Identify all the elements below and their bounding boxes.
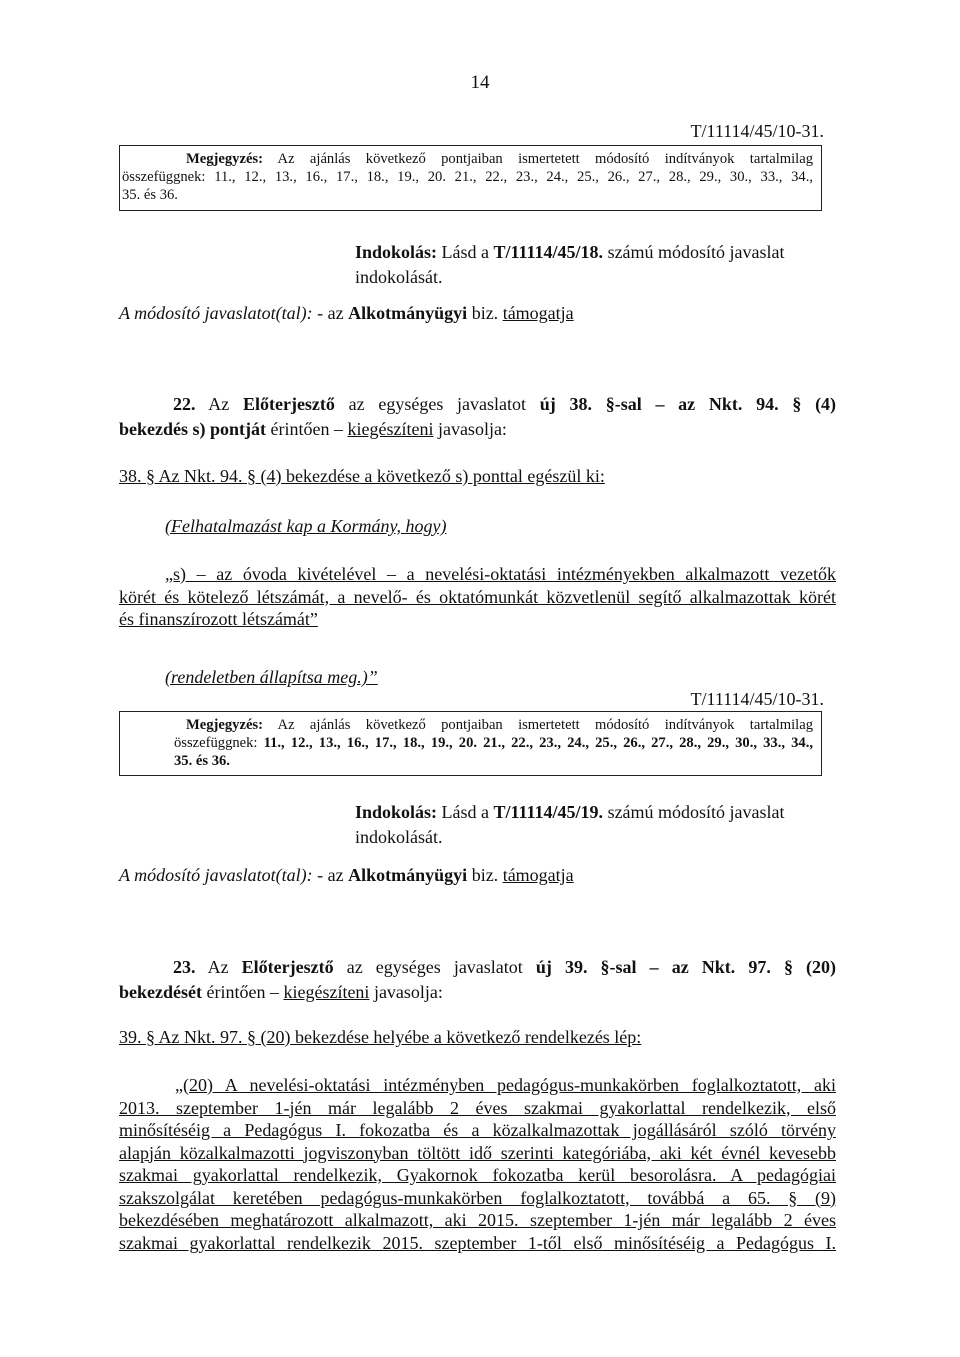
point-22 xyxy=(119,392,836,442)
point-number: 22. xyxy=(173,394,196,414)
amendment-line-7: bekezdésében meghatározott alkalmazott, aki 2015. szeptember 1-jén már legalább 2 éves xyxy=(119,1210,836,1230)
note-label: Megjegyzés: xyxy=(186,151,263,167)
note-label: Megjegyzés: xyxy=(186,717,263,733)
justification-label: Indokolás: xyxy=(355,802,438,822)
amendment-line-4: alapján közalkalmazotti jogviszonyban töltött idő szerinti kategóriába, aki két évnél kevesebb xyxy=(119,1142,836,1163)
justification-label: Indokolás: xyxy=(355,242,438,262)
point-text: javasolja: xyxy=(373,982,443,1002)
new-section: új 38. xyxy=(539,394,592,414)
amendment-label: A módosító javaslatot(tal): xyxy=(119,865,313,885)
action-word: kiegészíteni xyxy=(347,419,434,439)
point-text: érintően – xyxy=(270,419,343,439)
committee-name: Alkotmányügyi xyxy=(348,865,468,885)
amendment-line-2: 2013. szeptember 1-jén már legalább 2 éves szakmai gyakorlattal rendelkezik, első xyxy=(119,1097,836,1118)
justification-ref: T/11114/45/18. xyxy=(493,242,604,262)
justification-text: Lásd a xyxy=(441,802,490,822)
justification-ref: T/11114/45/19. xyxy=(493,802,604,822)
justification-rest: számú módosító javaslat xyxy=(607,242,785,262)
point-text: Az xyxy=(208,394,230,414)
committee-abbr: biz. xyxy=(471,303,499,323)
proposer: Előterjesztő xyxy=(241,957,334,977)
justification-rest: számú módosító javaslat xyxy=(607,802,785,822)
support-status: támogatja xyxy=(502,303,574,323)
note-text-1: Az ajánlás következő pontjaiban ismertetett módosító indítványok tartalmilag xyxy=(277,717,813,733)
note-text-2-prefix: összefüggnek: xyxy=(174,735,258,751)
document-reference: T/11114/45/10-31. xyxy=(690,121,824,141)
point-text: az egységes javaslatot xyxy=(348,394,527,414)
target-clause: bekezdés s) pontját xyxy=(119,419,266,439)
point-number: 23. xyxy=(173,957,196,977)
rendeletben-note: (rendeletben állapítsa meg.)” xyxy=(165,667,378,687)
amendment-line-8: szakmai gyakorlattal rendelkezik 2015. szeptember 1-től első minősítéséig a Pedagógus I. xyxy=(119,1232,836,1253)
committee-name: Alkotmányügyi xyxy=(348,303,468,323)
amendment-dash: - az xyxy=(317,865,344,885)
section-heading-2: 39. § Az Nkt. 97. § (20) bekezdése helyébe a következő rendelkezés lép: xyxy=(119,1027,642,1047)
note-text-3: 35. és 36. xyxy=(174,753,230,769)
document-reference-2: T/11114/45/10-31. xyxy=(690,689,824,709)
note-text-2-list: 11., 12., 13., 16., 17., 18., 19., 20. 21., 22., 23., 24., 25., 26., 27., 28., 29., 30., 33., 34., xyxy=(263,735,813,751)
proposer: Előterjesztő xyxy=(242,394,335,414)
point-text: Az xyxy=(207,957,229,977)
amendment-status-2 xyxy=(119,865,574,886)
amendment-label: A módosító javaslatot(tal): xyxy=(119,303,313,323)
amendment-text-2 xyxy=(119,1074,836,1254)
page-number: 14 xyxy=(470,72,490,93)
note-box xyxy=(119,145,822,211)
amendment-line-3: minősítéséig a Pedagógus I. fokozatba és a közalkalmazottak jogállásáról szóló törvény xyxy=(119,1120,836,1140)
amendment-line-2: körét és kötelező létszámát, a nevelő- és oktatómunkát közvetlenül segítő alkalmazottak körét xyxy=(119,586,836,607)
section-heading: 38. § Az Nkt. 94. § (4) bekezdése a következő s) ponttal egészül ki: xyxy=(119,466,605,486)
amendment-line-1: „s) – az óvoda kivételével – a nevelési-oktatási intézményekben alkalmazott vezetők xyxy=(165,564,836,584)
justification-line-2: indokolását. xyxy=(355,827,443,847)
note-text-1: Az ajánlás következő pontjaiban ismertetett módosító indítványok tartalmilag xyxy=(277,151,813,167)
note-box-2 xyxy=(119,711,822,776)
amendment-status xyxy=(119,303,574,324)
amendment-text xyxy=(119,563,836,631)
amendment-dash: - az xyxy=(317,303,344,323)
paragraph-ref: § (4) xyxy=(792,394,837,414)
note-line-3: 35. és 36. xyxy=(122,187,178,203)
amendment-line-5: szakmai gyakorlattal rendelkezik, Gyakornok fokozatba kerül besorolásra. A pedagógiai xyxy=(119,1165,836,1185)
authorization-heading: (Felhatalmazást kap a Kormány, hogy) xyxy=(165,516,447,536)
point-text: az egységes javaslatot xyxy=(346,957,523,977)
note-line-1 xyxy=(122,716,813,734)
note-text-2-prefix: összefüggnek: xyxy=(122,169,206,185)
amendment-line-6: szakszolgálat keretében pedagógus-munkakörben foglalkoztatott, továbbá a 65. § (9) xyxy=(119,1187,836,1208)
paragraph-ref: § (20) xyxy=(783,957,837,977)
section-ref: §-sal – az Nkt. 94. xyxy=(605,394,779,414)
new-section: új 39. xyxy=(535,957,588,977)
justification-2 xyxy=(355,800,825,850)
amendment-line-3: és finanszírozott létszámát” xyxy=(119,609,318,629)
justification-line-2: indokolását. xyxy=(355,267,443,287)
justification xyxy=(355,240,825,290)
point-23 xyxy=(119,955,836,1005)
justification-text: Lásd a xyxy=(441,242,490,262)
action-word: kiegészíteni xyxy=(283,982,370,1002)
committee-abbr: biz. xyxy=(471,865,499,885)
note-line-2 xyxy=(122,168,813,186)
target-clause: bekezdését xyxy=(119,982,202,1002)
point-text: javasolja: xyxy=(437,419,507,439)
point-text: érintően – xyxy=(206,982,279,1002)
support-status: támogatja xyxy=(502,865,574,885)
note-line-1 xyxy=(122,150,813,168)
section-ref: §-sal – az Nkt. 97. xyxy=(600,957,771,977)
note-line-2 xyxy=(122,734,813,752)
note-text-2-list: 11., 12., 13., 16., 17., 18., 19., 20. 21., 22., 23., 24., 25., 26., 27., 28., 29., 30., 33., 34., xyxy=(214,169,813,185)
amendment-line-1: „(20) A nevelési-oktatási intézményben pedagógus-munkakörben foglalkoztatott, aki xyxy=(175,1075,836,1095)
note-line-3 xyxy=(122,752,813,770)
